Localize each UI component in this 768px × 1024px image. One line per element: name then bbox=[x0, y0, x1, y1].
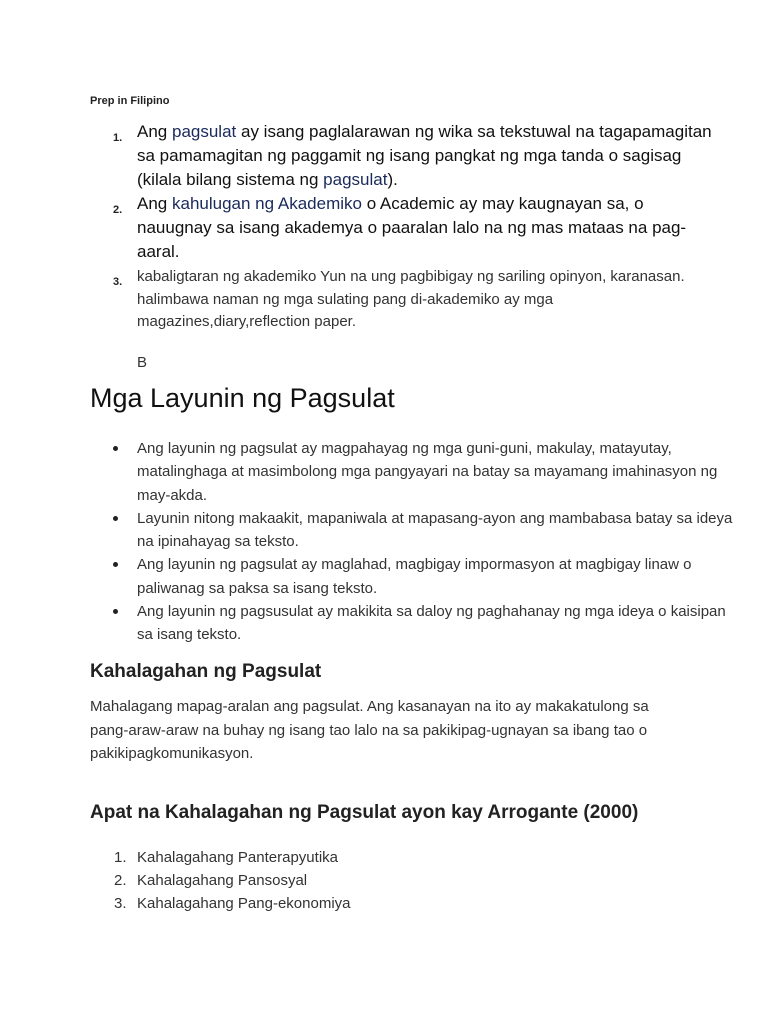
list-item bbox=[137, 600, 737, 647]
list-item bbox=[90, 869, 351, 892]
list-item bbox=[113, 120, 717, 192]
bullet-text: Ang layunin ng pagsusulat ay makikita sa daloy ng paghahanay ng mga ideya o kaisipan sa isang teksto. bbox=[137, 603, 726, 644]
bullet-icon bbox=[113, 446, 118, 451]
bullet-list bbox=[90, 437, 737, 647]
list-number: 3. bbox=[114, 895, 127, 912]
list-item bbox=[137, 507, 737, 554]
bullet-text: Ang layunin ng pagsulat ay maglahad, magbigay impormasyon at magbigay linaw o paliwanag sa paksa sa isang teksto. bbox=[137, 556, 692, 597]
list-text: Ang bbox=[137, 194, 172, 213]
bullet-text: Layunin nitong makaakit, mapaniwala at mapasang-ayon ang mambabasa batay sa ideya na ipinahayag sa teksto. bbox=[137, 509, 733, 551]
akademiko-link[interactable]: kahulugan ng Akademiko bbox=[171, 194, 362, 213]
bullet-icon bbox=[113, 516, 118, 521]
list-number: 2. bbox=[113, 204, 123, 216]
list-item bbox=[113, 266, 717, 334]
bullet-text: Ang layunin ng pagsulat ay magpahayag ng mga guni-guni, makulay, matayutay, matalinghaga at masimbolong mga pangyayari na batay sa mayamang imahinasyon ng may-akda. bbox=[137, 440, 718, 504]
list-item bbox=[90, 846, 351, 869]
list-item bbox=[137, 553, 737, 600]
list-text: kabaligtaran ng akademiko Yun na ung pagbibigay ng sariling opinyon, karanasan. halimbawa naman ng mga sulating pang di-akademiko ay mga magazines,diary,reflection paper. bbox=[137, 268, 685, 330]
list-text: o Academic ay may kaugnayan sa, o nauugnay sa isang akademya o paaralan lalo na ng mas mataas na pag-aaral. bbox=[137, 194, 687, 261]
list-item bbox=[137, 437, 737, 507]
list-text: Kahalagahang Pang-ekonomiya bbox=[137, 895, 351, 912]
list-text: Kahalagahang Pansosyal bbox=[137, 872, 308, 889]
document-header: Prep in Filipino bbox=[90, 95, 170, 107]
list-number: 2. bbox=[114, 872, 127, 889]
letter-b: B bbox=[137, 354, 148, 371]
list-text: Ang bbox=[137, 122, 172, 141]
section-heading-kahalagahan: Kahalagahan ng Pagsulat bbox=[90, 661, 322, 682]
list-text: Kahalagahang Panterapyutika bbox=[137, 849, 338, 866]
section-heading-apat: Apat na Kahalagahan ng Pagsulat ayon kay Arrogante (2000) bbox=[90, 802, 639, 823]
bullet-icon bbox=[113, 609, 118, 614]
pagsulat-link[interactable]: pagsulat bbox=[171, 122, 237, 141]
list-text: ay isang paglalarawan ng wika sa tekstuwal na tagapamagitan sa pamamagitan ng paggamit ng isang pangkat ng mga tanda o sagisag (kilala bilang sistema ng bbox=[137, 122, 712, 189]
numbered-list bbox=[90, 120, 717, 334]
list-number: 1. bbox=[113, 132, 123, 144]
list-number: 3. bbox=[113, 276, 123, 288]
list-number: 1. bbox=[114, 849, 127, 866]
page-title: Mga Layunin ng Pagsulat bbox=[90, 383, 395, 413]
pagsulat-link[interactable]: pagsulat bbox=[323, 170, 388, 189]
list-item bbox=[113, 192, 717, 264]
bullet-icon bbox=[113, 562, 118, 567]
paragraph-kahalagahan: Mahalagang mapag-aralan ang pagsulat. Ang kasanayan na ito ay makakatulong sa pang-araw-araw na buhay ng isang tao lalo na sa pakikipag-ugnayan sa ibang tao o pakikipagkomunikasyon. bbox=[90, 698, 649, 762]
list-text: ). bbox=[387, 170, 398, 189]
list-item bbox=[90, 892, 351, 915]
numbered-list-apat bbox=[90, 846, 351, 915]
